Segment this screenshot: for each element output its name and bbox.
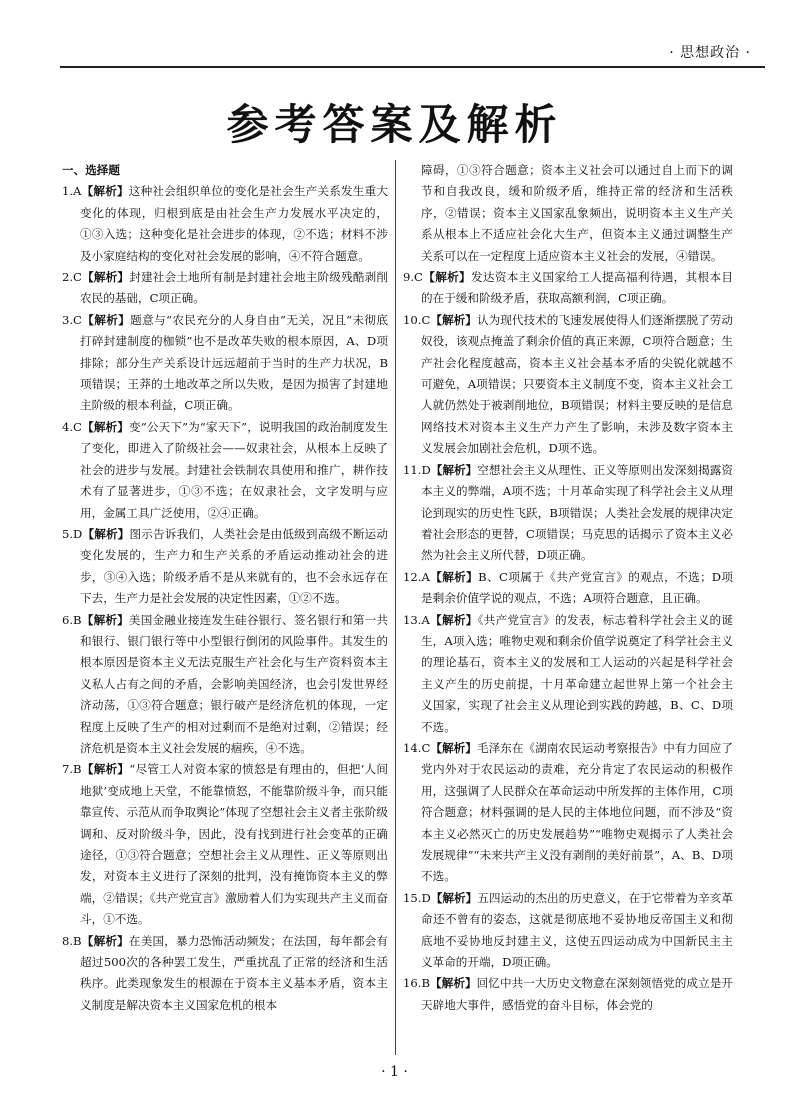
- answer-text: 这种社会组织单位的变化是社会生产关系发生重大变化的体现，归根到底是由社会生产力发展水平决定的，①③入选；这种变化是社会进步的体现，②不选；材料不涉及小家庭结构的变化对社会发展的影响，④不符合题意。: [80, 184, 388, 263]
- answer-text: 在美国，暴力恐怖活动频发；在法国，每年都会有超过500次的各种罢工发生，严重扰乱了正常的经济和生活秩序。此类现象发生的根源在于资本主义基本矛盾，资本主义制度是解决资本主义国家危机的根本: [80, 933, 388, 1012]
- column-divider: [395, 160, 396, 1055]
- answer-item: [62, 417, 388, 524]
- answer-item: [403, 888, 733, 974]
- answer-item: [62, 524, 388, 610]
- answer-number: 8.B: [62, 933, 82, 948]
- answer-number: 9.C: [403, 270, 423, 285]
- analysis-tag: 【解析】: [429, 569, 479, 584]
- answer-text: 回忆中共一大历史文物意在深刻领悟党的成立是开天辟地大事件，感悟党的奋斗目标，体会党的: [421, 976, 733, 1012]
- answer-text: 障碍，①③符合题意；资本主义社会可以通过自上而下的调节和自我改良，缓和阶级矛盾，维持正常的经济和生活秩序，②错误；资本主义国家乱象频出，说明资本主义生产关系从根本上不适应社会化大生产，但资本主义通过调整生产关系可以在一定程度上适应资本主义社会的发展，④错误。: [421, 163, 733, 263]
- answer-item: [62, 759, 388, 930]
- answer-text: 图示告诉我们，人类社会是由低级到高级不断运动变化发展的，生产力和生产关系的矛盾运动推动社会的进步，③④入选；阶级矛盾不是从来就有的，也不会永远存在下去，生产力是社会发展的决定性因素，①②不选。: [80, 526, 388, 606]
- answer-item: [62, 181, 388, 267]
- analysis-tag: 【解析】: [81, 933, 129, 948]
- answer-item: [403, 567, 733, 610]
- analysis-tag: 【解析】: [429, 612, 478, 627]
- answer-text: 《共产党宣言》的发表，标志着科学社会主义的诞生，A项入选；唯物史观和剩余价值学说奠定了科学社会主义的理论基石，资本主义的发展和工人运动的兴起是科学社会主义产生的历史前提，十月革命建立起世界上第一个社会主义国家，实现了社会主义从理论到实践的跨越，B、C、D项不选。: [421, 612, 733, 734]
- answer-text: B、C项属于《共产党宣言》的观点，不选；D项是剩余价值学说的观点，不选；A项符合题意，且正确。: [421, 569, 733, 606]
- answer-number: 14.C: [403, 740, 431, 755]
- answer-text: 题意与“农民充分的人身自由”无关，况且“未彻底打碎封建制度的枷锁”也不是改革失败的根本原因，A、D项排除；部分生产关系设计远远超前于当时的生产力状况，B项错误；王莽的土地改革之所以失败，是因为损害了封建地主阶级的根本利益，C项正确。: [80, 312, 388, 413]
- answer-number: 5.D: [62, 526, 83, 541]
- answer-text: 五四运动的杰出的历史意义，在于它带着为辛亥革命还不曾有的姿态，这就是彻底地不妥协地反帝国主义和彻底地不妥协地反封建主义，这使五四运动成为中国新民主主义革命的开端，D项正确。: [421, 890, 733, 970]
- header-subject: · 思想政治 ·: [669, 45, 751, 61]
- answer-item: [62, 610, 388, 760]
- analysis-tag: 【解析】: [430, 740, 477, 755]
- answer-number: 15.D: [403, 890, 431, 905]
- answer-item: [403, 738, 733, 888]
- answer-item: [62, 267, 388, 310]
- answer-number: 1.A: [62, 184, 82, 199]
- answer-text: 空想社会主义从理性、正义等原则出发深刻揭露资本主义的弊端，A项不选；十月革命实现了科学社会主义从理论到现实的历史性飞跃，B项错误；人类社会发展的规律决定着社会形态的更替，C项错误；马克思的话揭示了资本主义必然为社会主义所代替，D项正确。: [421, 462, 733, 563]
- analysis-tag: 【解析】: [82, 526, 130, 541]
- answer-text: 发达资本主义国家给工人提高福利待遇，其根本目的在于缓和阶级矛盾，获取高额利润，C项正确。: [421, 270, 733, 306]
- answer-number: 7.B: [62, 762, 82, 777]
- answer-item: [403, 160, 733, 267]
- analysis-tag: 【解析】: [81, 184, 129, 199]
- answer-number: 4.C: [62, 419, 82, 434]
- analysis-tag: 【解析】: [81, 312, 131, 327]
- analysis-tag: 【解析】: [81, 419, 130, 434]
- answer-text: “尽管工人对资本家的愤怒是有理由的，但把‘人间地狱’变成地上天堂，不能靠愤怒，不能靠阶级斗争，而只能靠宣传、示范从而争取舆论”体现了空想社会主义者主张阶级调和、反对阶级斗争，因此，没有找到进行社会变革的正确途径，①③符合题意；空想社会主义从理性、正义等原则出发，对资本主义进行了深刻的批判，没有掩饰资本主义的弊端，②错误；《共产党宣言》激励着人们为实现共产主义而奋斗，①不选。: [80, 762, 388, 927]
- answer-item: [403, 460, 733, 567]
- answer-number: 2.C: [62, 270, 82, 285]
- analysis-tag: 【解析】: [81, 270, 130, 285]
- answer-text: 认为现代技术的飞速发展使得人们逐渐摆脱了劳动奴役，该观点掩盖了剩余价值的真正来源，C项符合题意；生产社会化程度越高，资本主义社会基本矛盾的尖锐化就越不可避免，A项错误；只要资本主义制度不变，资本主义社会工人就仍然处于被剥削地位，B项错误；材料主要反映的是信息网络技术对资本主义生产力产生了影响，未涉及数字资本主义发展会加剧社会危机，D项不选。: [421, 312, 733, 456]
- analysis-tag: 【解析】: [81, 762, 130, 777]
- answer-number: 6.B: [62, 612, 82, 627]
- answer-item: [403, 267, 733, 310]
- answer-number: 16.B: [403, 976, 430, 991]
- answer-number: 11.D: [403, 462, 431, 477]
- answer-text: 封建社会土地所有制是封建社会地主阶级残酷剥削农民的基础，C项正确。: [80, 270, 388, 306]
- analysis-tag: 【解析】: [430, 312, 477, 327]
- analysis-tag: 【解析】: [422, 270, 471, 285]
- answer-number: 3.C: [62, 312, 82, 327]
- analysis-tag: 【解析】: [81, 612, 129, 627]
- answer-text: 美国金融业接连发生硅谷银行、签名银行和第一共和银行、银门银行等中小型银行倒闭的风险事件。其发生的根本原因是资本主义无法克服生产社会化与生产资料资本主义私人占有之间的矛盾，会影响美国经济，也会引发世界经济动荡，①③符合题意；银行破产是经济危机的体现，一定程度上反映了生产的相对过剩而不是绝对过剩，②错误；经济危机是资本主义社会发展的痼疾，④不选。: [80, 612, 388, 755]
- answer-number: 12.A: [403, 569, 430, 584]
- answer-item: [62, 931, 388, 1017]
- answer-text: 变“公天下”为“家天下”，说明我国的政治制度发生了变化，即进入了阶级社会——奴隶社会，从根本上反映了社会的进步与发展。封建社会铁制农具使用和推广，耕作技术有了显著进步，①③不选；在奴隶社会，文字发明与应用，金属工具广泛使用，②④正确。: [80, 419, 388, 520]
- answer-number: 13.A: [403, 612, 430, 627]
- answer-item: [403, 973, 733, 1016]
- answer-item: [403, 310, 733, 460]
- left-column: [62, 160, 388, 1016]
- page-title: 参考答案及解析: [226, 100, 563, 149]
- answer-item: [403, 610, 733, 738]
- answer-number: 10.C: [403, 312, 431, 327]
- right-column: [403, 160, 733, 1016]
- section-heading: 一、选择题: [62, 163, 120, 177]
- analysis-tag: 【解析】: [429, 976, 477, 991]
- answer-item: [62, 310, 388, 417]
- analysis-tag: 【解析】: [430, 890, 478, 905]
- page-number: · 1 ·: [381, 1064, 408, 1080]
- analysis-tag: 【解析】: [430, 462, 478, 477]
- answer-text: 毛泽东在《湖南农民运动考察报告》中有力回应了党内外对于农民运动的责难，充分肯定了农民运动的积极作用，这强调了人民群众在革命运动中所发挥的主体作用，C项符合题意；材料强调的是人民的主体地位问题，而不涉及“资本主义必然灭亡的历史发展趋势”“唯物史观揭示了人类社会发展规律”“未来共产主义没有剥削的美好前景”，A、B、D项不选。: [421, 740, 733, 884]
- header-rule: [60, 66, 765, 68]
